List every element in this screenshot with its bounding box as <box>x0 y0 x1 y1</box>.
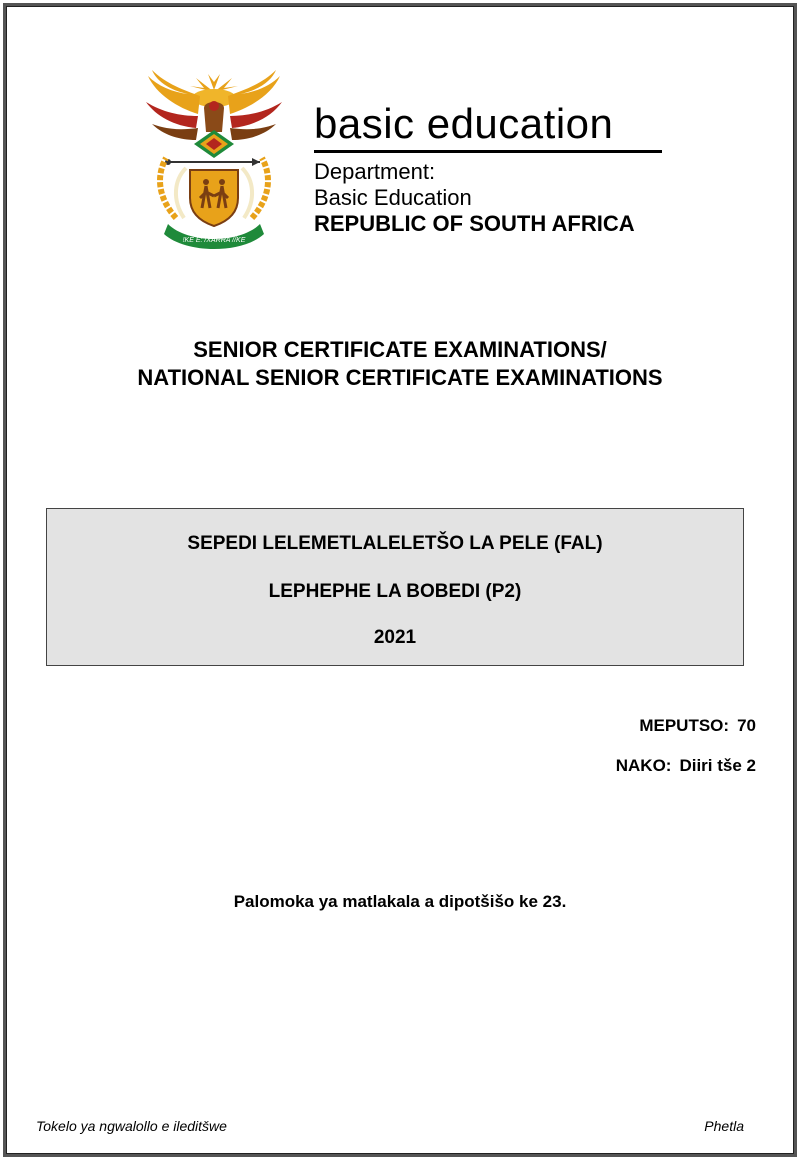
protea-icon <box>194 130 234 158</box>
exam-heading-line-1: SENIOR CERTIFICATE EXAMINATIONS/ <box>193 337 607 362</box>
motto-ribbon <box>164 224 264 249</box>
subject-box <box>46 508 744 666</box>
exam-heading-line-2: NATIONAL SENIOR CERTIFICATE EXAMINATIONS <box>137 365 663 390</box>
exam-year: 2021 <box>373 627 417 648</box>
page-count-notice: Palomoka ya matlakala a dipotšišo ke 23. <box>233 892 567 911</box>
exam-heading <box>0 336 800 392</box>
copyright-notice: Tokelo ya ngwalollo e ileditšwe <box>36 1118 227 1134</box>
marks-line <box>639 716 756 736</box>
motto-text: !KE E: /XARRA //KE <box>182 237 246 244</box>
republic-name: REPUBLIC OF SOUTH AFRICA <box>314 211 635 236</box>
department-label: Department: <box>314 159 436 184</box>
time-line <box>616 756 756 776</box>
coat-of-arms-logo <box>138 68 290 252</box>
marks-label: MEPUTSO: <box>639 716 730 735</box>
brand-underline <box>314 150 662 153</box>
marks-value: 70 <box>737 716 756 735</box>
shield-icon <box>190 170 238 226</box>
department-name: Basic Education <box>314 185 472 210</box>
turn-over-note: Phetla <box>704 1118 744 1134</box>
brand-wordmark: basic education <box>314 100 614 147</box>
paper-number: LEPHEPHE LA BOBEDI (P2) <box>268 581 522 602</box>
time-label: NAKO: <box>615 756 672 775</box>
department-logo-text <box>308 100 668 237</box>
time-value: Diiri tše 2 <box>679 756 756 775</box>
subject-name: SEPEDI LELEMETLALELETŠO LA PELE (FAL) <box>187 533 603 554</box>
